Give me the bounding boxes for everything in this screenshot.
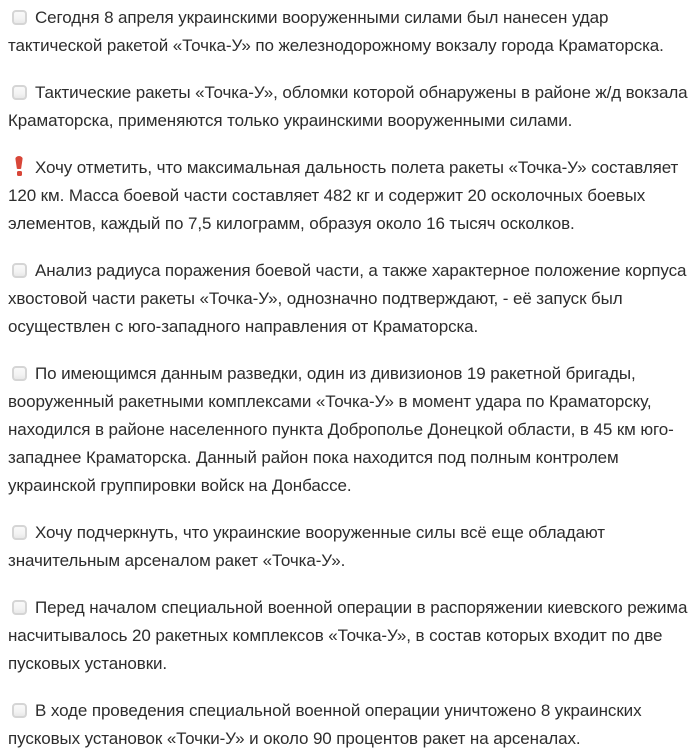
gray-square-icon <box>12 10 27 25</box>
paragraph <box>8 519 692 575</box>
paragraph-text: Анализ радиуса поражения боевой части, а также характерное положение корпуса хвостовой части ракеты «Точка-У», однозначно подтверждают, - её запуск был осуществлен с юго-западного направления от Краматорска. <box>8 261 687 336</box>
paragraph-text: По имеющимся данным разведки, один из дивизионов 19 ракетной бригады, вооруженный ракетными комплексами «Точка-У» в момент удара по Краматорску, находился в районе населенного пункта Доброполье Донецкой области, в 45 км юго-западнее Краматорска. Данный район пока находится под полным контролем украинской группировки войск на Донбассе. <box>8 364 674 495</box>
paragraph <box>8 594 692 678</box>
paragraph-text: Хочу отметить, что максимальная дальность полета ракеты «Точка-У» составляет 120 км. Масса боевой части составляет 482 кг и содержит 20 осколочных боевых элементов, каждый по 7,5 килограмм, образуя около 16 тысяч осколков. <box>8 158 679 233</box>
red-exclamation-icon <box>12 156 27 176</box>
paragraph <box>8 154 692 238</box>
paragraph-text: Хочу подчеркнуть, что украинские вооруженные силы всё еще обладают значительным арсеналом ракет «Точка-У». <box>8 523 605 570</box>
gray-square-icon <box>12 366 27 381</box>
paragraph <box>8 697 692 753</box>
gray-square-icon <box>12 703 27 718</box>
paragraph <box>8 360 692 500</box>
paragraph <box>8 257 692 341</box>
paragraph-text: Тактические ракеты «Точка-У», обломки которой обнаружены в районе ж/д вокзала Краматорска, применяются только украинскими вооруженными силами. <box>8 83 688 130</box>
paragraph-text: Сегодня 8 апреля украинскими вооруженными силами был нанесен удар тактической ракетой «Точка-У» по железнодорожному вокзалу города Краматорска. <box>8 8 664 55</box>
gray-square-icon <box>12 263 27 278</box>
gray-square-icon <box>12 600 27 615</box>
post-body <box>8 4 692 753</box>
gray-square-icon <box>12 525 27 540</box>
paragraph <box>8 4 692 60</box>
paragraph <box>8 79 692 135</box>
paragraph-text: Перед началом специальной военной операции в распоряжении киевского режима насчитывалось 20 ракетных комплексов «Точка-У», в состав которых входит по две пусковых установки. <box>8 598 688 673</box>
paragraph-text: В ходе проведения специальной военной операции уничтожено 8 украинских пусковых установок «Точки-У» и около 90 процентов ракет на арсеналах. <box>8 701 642 748</box>
gray-square-icon <box>12 85 27 100</box>
